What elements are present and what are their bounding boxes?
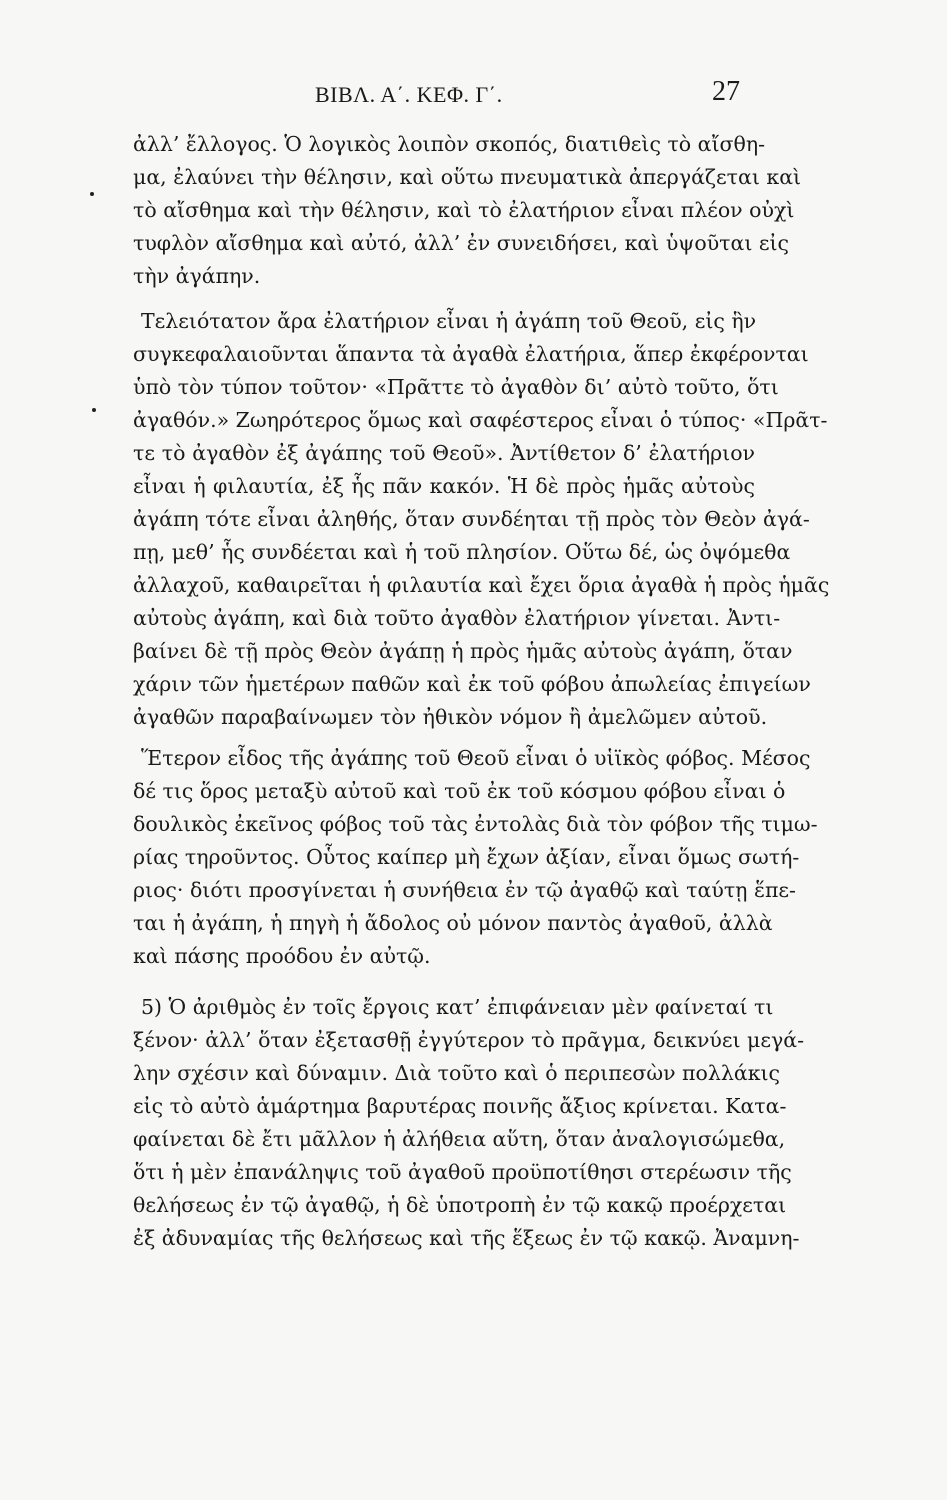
paragraph-1 <box>133 128 802 293</box>
text-line: χάριν τῶν ἡμετέρων παθῶν καὶ ἐκ τοῦ φόβου ἀπωλείας ἐπιγείων <box>133 672 811 696</box>
text-line: ἐξ ἀδυναμίας τῆς θελήσεως καὶ τῆς ἕξεως ἐν τῷ κακῷ. Ἀναμνη- <box>133 1226 800 1250</box>
paragraph-4 <box>133 991 805 1255</box>
text-line: πῃ, μεθ’ ἧς συνδέεται καὶ ἡ τοῦ πλησίον. Οὕτω δέ, ὡς ὀψόμεθα <box>133 540 791 564</box>
text-line: τὴν ἀγάπην. <box>133 264 261 288</box>
text-line: ξένον· ἀλλ’ ὅταν ἐξετασθῇ ἐγγύτερον τὸ πρᾶγμα, δεικνύει μεγά- <box>133 1028 805 1052</box>
paragraph-3 <box>133 742 818 973</box>
page-number: 27 <box>712 76 740 107</box>
text-line: ριος· διότι προσγίνεται ἡ συνήθεια ἐν τῷ ἀγαθῷ καὶ ταύτῃ ἕπε- <box>133 878 796 902</box>
text-line: μα, ἐλαύνει τὴν θέλησιν, καὶ οὕτω πνευματικὰ ἀπεργάζεται καὶ <box>133 165 802 189</box>
text-line: εἰς τὸ αὐτὸ ἁμάρτημα βαρυτέρας ποινῆς ἄξιος κρίνεται. Κατα- <box>133 1094 787 1118</box>
text-line: ἀγάπη τότε εἶναι ἀληθής, ὅταν συνδέηται τῇ πρὸς τὸν Θεὸν ἀγά- <box>133 507 810 531</box>
text-line: λην σχέσιν καὶ δύναμιν. Διὰ τοῦτο καὶ ὁ περιπεσὼν πολλάκις <box>133 1061 781 1085</box>
text-line: δέ τις ὅρος μεταξὺ αὐτοῦ καὶ τοῦ ἐκ τοῦ κόσμου φόβου εἶναι ὁ <box>133 779 786 803</box>
body-text <box>133 128 830 1255</box>
text-line: 5) Ὁ ἀριθμὸς ἐν τοῖς ἔργοις κατ’ ἐπιφάνειαν μὲν φαίνεταί τι <box>141 995 774 1019</box>
text-line: ἀγαθῶν παραβαίνωμεν τὸν ἠθικὸν νόμον ἢ ἀμελῶμεν αὐτοῦ. <box>133 705 768 729</box>
text-line: ὑπὸ τὸν τύπον τοῦτον· «Πρᾶττε τὸ ἀγαθὸν δι’ αὐτὸ τοῦτο, ὅτι <box>133 375 779 399</box>
text-line: ἀλλ’ ἔλλογος. Ὁ λογικὸς λοιπὸν σκοπός, διατιθεὶς τὸ αἴσθη- <box>133 132 766 156</box>
margin-dot <box>90 192 94 196</box>
text-line: ἀλλαχοῦ, καθαιρεῖται ἡ φιλαυτία καὶ ἔχει ὅρια ἀγαθὰ ἡ πρὸς ἡμᾶς <box>133 573 830 597</box>
running-title: ΒΙΒΛ. Α΄. ΚΕΦ. Γ΄. <box>315 82 503 107</box>
text-line: ται ἡ ἀγάπη, ἡ πηγὴ ἡ ἄδολος οὐ μόνον παντὸς ἀγαθοῦ, ἀλλὰ <box>133 911 773 935</box>
text-line: Ἕτερον εἶδος τῆς ἀγάπης τοῦ Θεοῦ εἶναι ὁ υἱϊκὸς φόβος. Μέσος <box>141 746 811 770</box>
text-line: ρίας τηροῦντος. Οὗτος καίπερ μὴ ἔχων ἀξίαν, εἶναι ὅμως σωτή- <box>133 845 800 869</box>
text-line: ἀγαθόν.» Ζωηρότερος ὅμως καὶ σαφέστερος εἶναι ὁ τύπος· «Πρᾶτ- <box>133 408 828 432</box>
margin-dot <box>92 408 96 412</box>
text-line: καὶ πάσης προόδου ἐν αὐτῷ. <box>133 944 431 968</box>
text-line: ὅτι ἡ μὲν ἐπανάληψις τοῦ ἀγαθοῦ προϋποτίθησι στερέωσιν τῆς <box>133 1160 792 1184</box>
text-line: τυφλὸν αἴσθημα καὶ αὐτό, ἀλλ’ ἐν συνειδήσει, καὶ ὑψοῦται εἰς <box>133 231 790 255</box>
text-line: τε τὸ ἀγαθὸν ἐξ ἀγάπης τοῦ Θεοῦ». Ἀντίθετον δ’ ἐλατήριον <box>133 441 755 465</box>
text-line: Τελειότατον ἄρα ἐλατήριον εἶναι ἡ ἀγάπη τοῦ Θεοῦ, εἰς ἣν <box>141 309 757 333</box>
text-line: τὸ αἴσθημα καὶ τὴν θέλησιν, καὶ τὸ ἐλατήριον εἶναι πλέον οὐχὶ <box>133 198 795 222</box>
text-line: συγκεφαλαιοῦνται ἅπαντα τὰ ἀγαθὰ ἐλατήρια, ἅπερ ἐκφέρονται <box>133 342 809 366</box>
paragraph-2 <box>133 305 830 734</box>
page-header <box>130 76 740 114</box>
text-line: εἶναι ἡ φιλαυτία, ἐξ ἧς πᾶν κακόν. Ἡ δὲ πρὸς ἡμᾶς αὐτοὺς <box>133 474 755 498</box>
text-line: δουλικὸς ἐκεῖνος φόβος τοῦ τὰς ἐντολὰς διὰ τὸν φόβον τῆς τιμω- <box>133 812 818 836</box>
text-line: βαίνει δὲ τῇ πρὸς Θεὸν ἀγάπῃ ἡ πρὸς ἡμᾶς αὐτοὺς ἀγάπη, ὅταν <box>133 639 793 663</box>
text-line: φαίνεται δὲ ἔτι μᾶλλον ἡ ἀλήθεια αὕτη, ὅταν ἀναλογισώμεθα, <box>133 1127 786 1151</box>
text-line: θελήσεως ἐν τῷ ἀγαθῷ, ἡ δὲ ὑποτροπὴ ἐν τῷ κακῷ προέρχεται <box>133 1193 787 1217</box>
text-line: αὐτοὺς ἀγάπη, καὶ διὰ τοῦτο ἀγαθὸν ἐλατήριον γίνεται. Ἀντι- <box>133 606 781 630</box>
